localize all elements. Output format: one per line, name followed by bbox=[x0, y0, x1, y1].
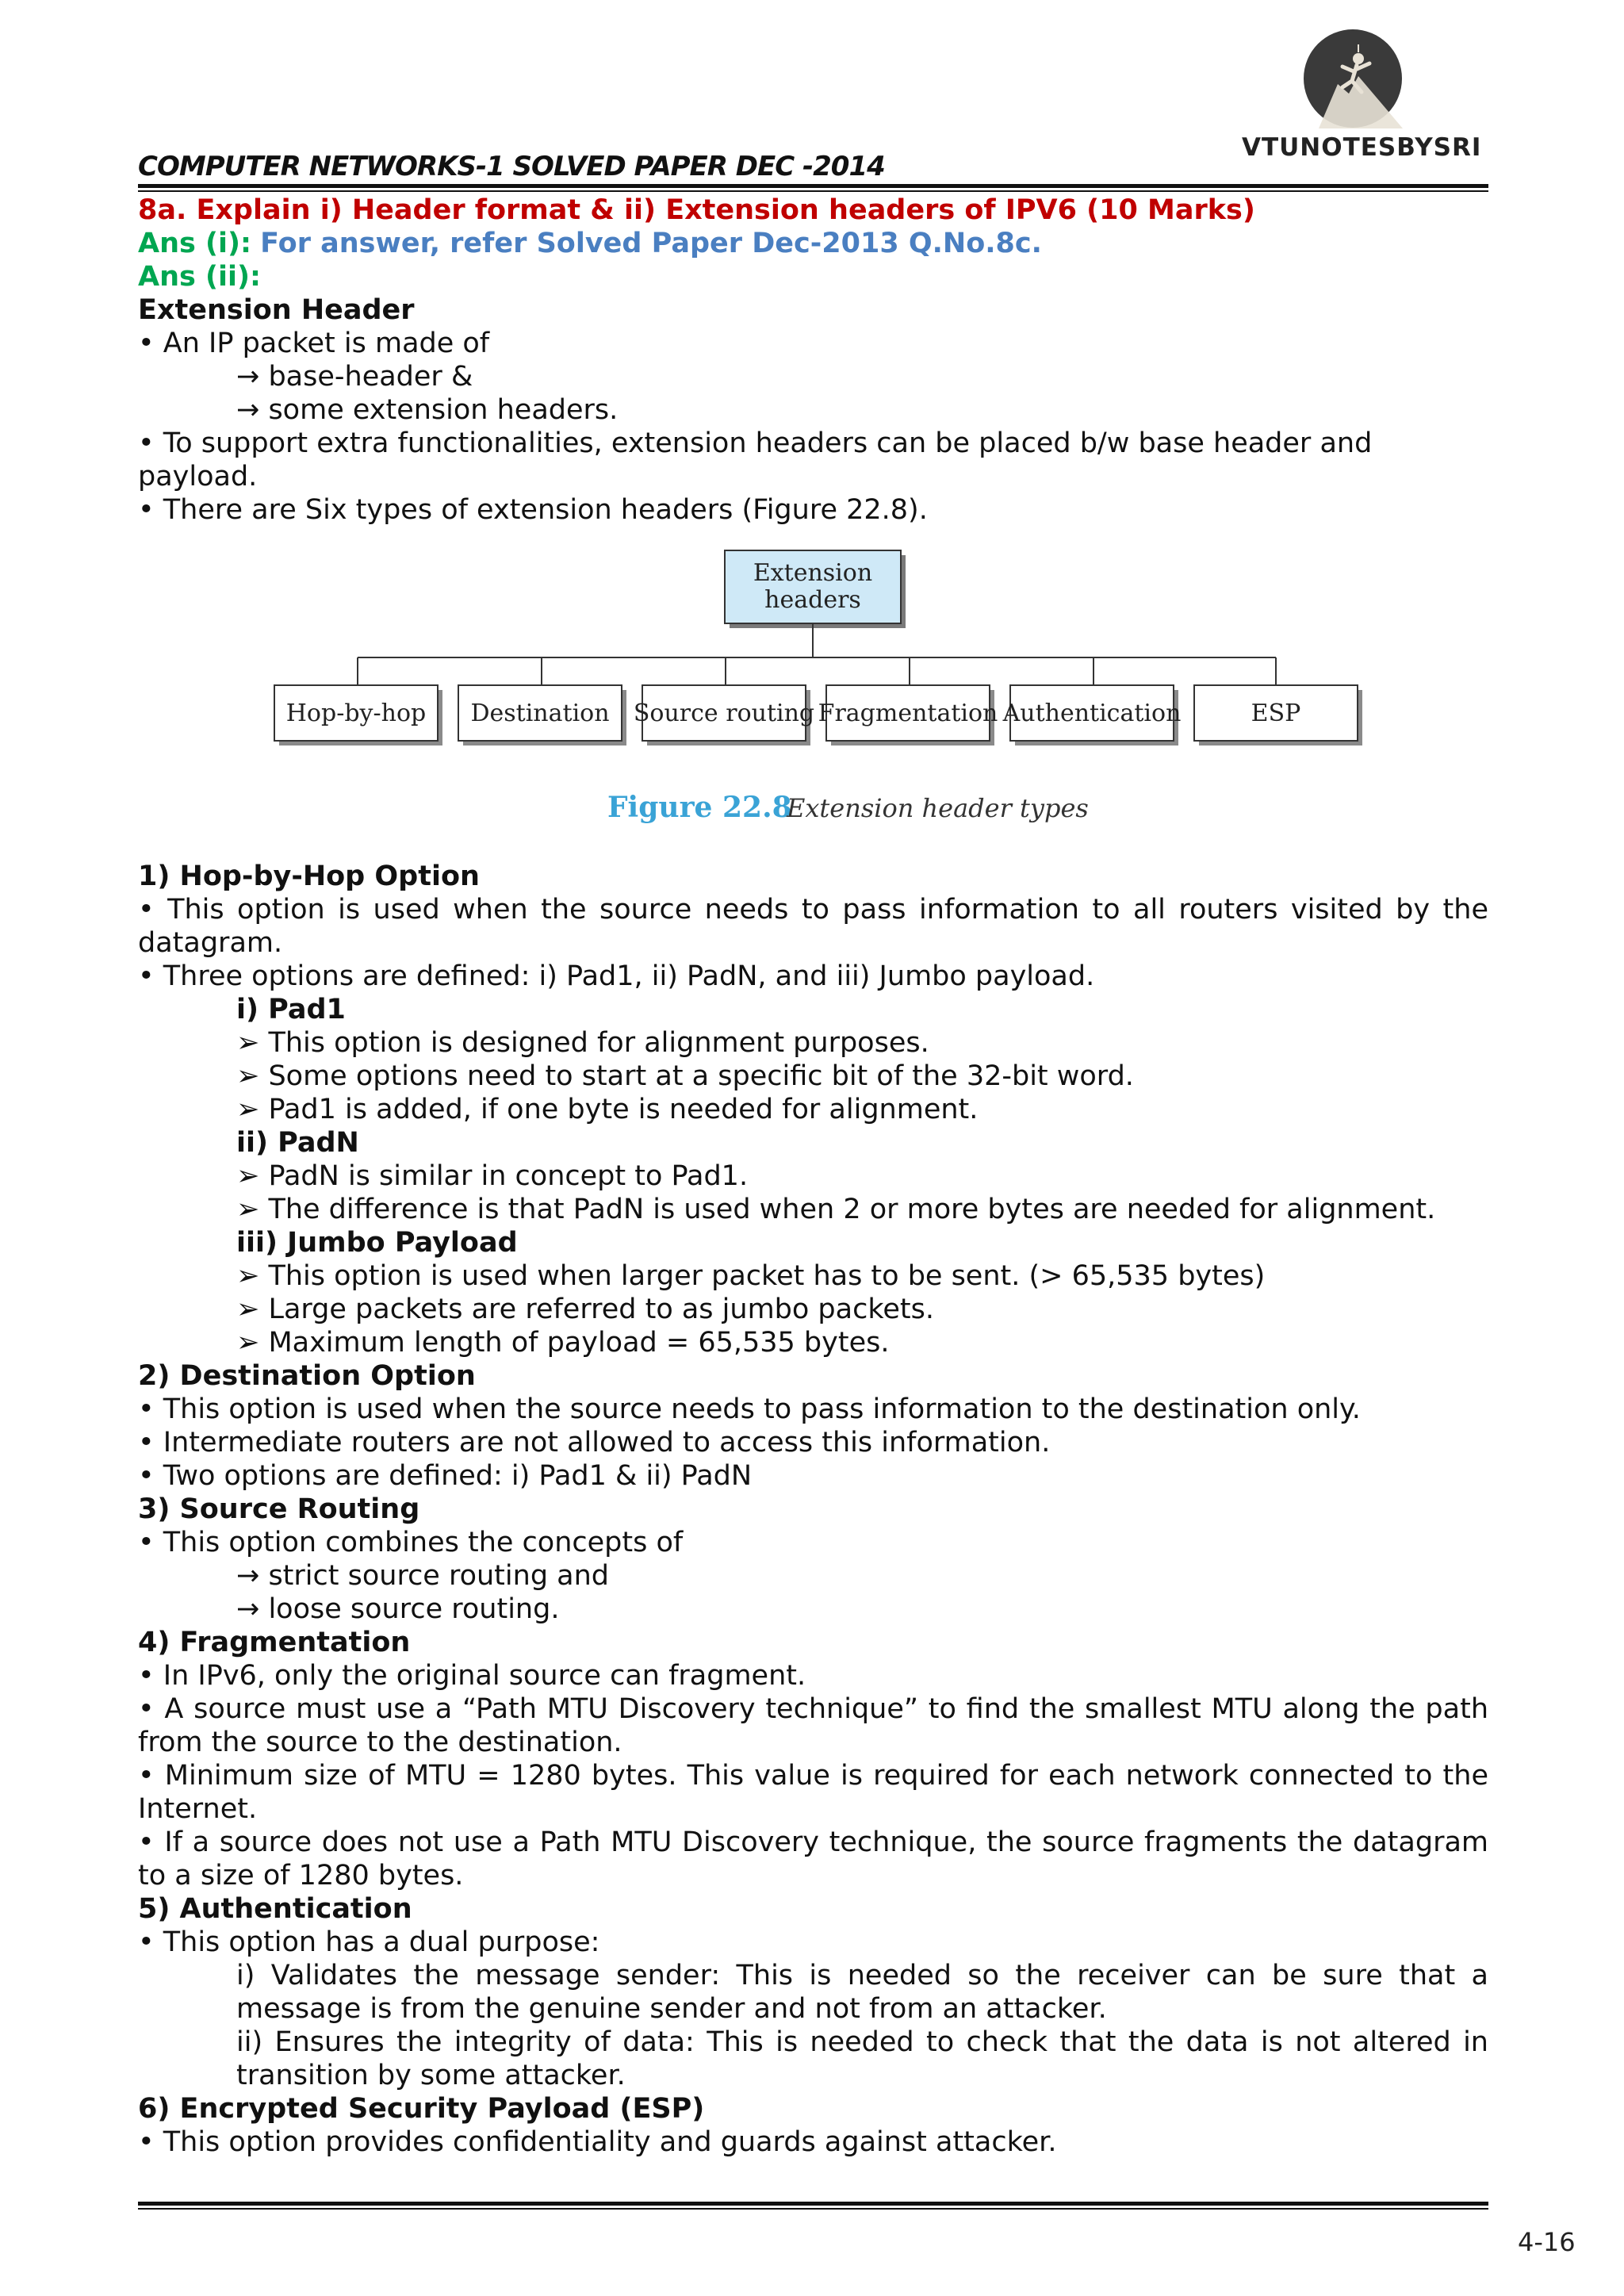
answer-i bbox=[138, 227, 1488, 260]
answer-ii-label: Ans (ii): bbox=[138, 261, 262, 293]
hop-by-hop-label: Hop-by-hop bbox=[285, 700, 427, 727]
footer-rule-thin bbox=[138, 2208, 1488, 2210]
section-item: • Two options are defined: i) Pad1 & ii) PadN bbox=[138, 1460, 753, 1492]
subsection-item: ➢ The difference is that PadN is used when 2 or more bytes are needed for alignment. bbox=[236, 1194, 1436, 1225]
section-subitem: ii) Ensures the integrity of data: This is needed to check that the data is not altered in transition by some attacker. bbox=[236, 2026, 1488, 2091]
footer-rule bbox=[138, 2202, 1488, 2206]
section-item: • Three options are defined: i) Pad1, ii) PadN, and iii) Jumbo payload. bbox=[138, 960, 1095, 992]
section-item: • If a source does not use a Path MTU Discovery technique, the source fragments the datagram to a size of 1280 bytes. bbox=[138, 1826, 1488, 1892]
subsection-item: ➢ Large packets are referred to as jumbo packets. bbox=[236, 1294, 934, 1325]
header-rule-thin bbox=[138, 190, 1488, 192]
subsection-item: ➢ This option is used when larger packet has to be sent. (> 65,535 bytes) bbox=[236, 1260, 1266, 1292]
section-item: • This option has a dual purpose: bbox=[138, 1926, 600, 1958]
intro-subitem: → some extension headers. bbox=[236, 394, 619, 426]
subsection-heading: iii) Jumbo Payload bbox=[236, 1227, 518, 1259]
root-label-line1: Extension bbox=[753, 559, 873, 587]
section-heading: 1) Hop-by-Hop Option bbox=[138, 861, 480, 892]
section-subitem: → loose source routing. bbox=[236, 1593, 560, 1625]
section-heading: 2) Destination Option bbox=[138, 1360, 476, 1392]
intro-item: • An IP packet is made of bbox=[138, 328, 490, 359]
subsection-item: ➢ Pad1 is added, if one byte is needed for alignment. bbox=[236, 1094, 979, 1125]
section-subitem: → strict source routing and bbox=[236, 1560, 610, 1592]
brand-name: VTUNOTESBYSRI bbox=[1242, 133, 1482, 162]
source-routing-label: Source routing bbox=[633, 700, 815, 727]
document-title: COMPUTER NETWORKS-1 SOLVED PAPER DEC -2014 bbox=[138, 151, 885, 182]
section-heading: 5) Authentication bbox=[138, 1893, 412, 1925]
fragmentation-label: Fragmentation bbox=[818, 700, 998, 727]
section-heading: 4) Fragmentation bbox=[138, 1627, 411, 1658]
page-number: 4-16 bbox=[1518, 2227, 1576, 2257]
header-rule bbox=[138, 184, 1488, 188]
section-item: • This option provides confidentiality and guards against attacker. bbox=[138, 2126, 1057, 2158]
content-body bbox=[138, 194, 1488, 2159]
section-item: • A source must use a “Path MTU Discovery technique” to find the smallest MTU along the path from the source to the destination. bbox=[138, 1693, 1488, 1758]
subsection-heading: ii) PadN bbox=[236, 1127, 359, 1159]
root-label-line2: headers bbox=[764, 586, 861, 614]
extension-header-figure bbox=[138, 527, 1488, 860]
intro-subitem: → base-header & bbox=[236, 361, 473, 393]
authentication-label: Authentication bbox=[1002, 700, 1182, 727]
esp-label: ESP bbox=[1251, 700, 1301, 727]
climber-logo-icon bbox=[1303, 29, 1403, 128]
section-item: • Minimum size of MTU = 1280 bytes. This value is required for each network connected to the Internet. bbox=[138, 1760, 1488, 1825]
figure-caption-text: Extension header types bbox=[787, 793, 1089, 823]
intro-item: • There are Six types of extension headers (Figure 22.8). bbox=[138, 494, 928, 526]
intro-item: • To support extra functionalities, extension headers can be placed b/w base header and payload. bbox=[138, 427, 1373, 493]
extension-header-heading: Extension Header bbox=[138, 294, 415, 326]
subsection-item: ➢ This option is designed for alignment purposes. bbox=[236, 1027, 929, 1059]
subsection-heading: i) Pad1 bbox=[236, 994, 346, 1025]
section-item: • This option combines the concepts of bbox=[138, 1527, 684, 1558]
section-heading: 6) Encrypted Security Payload (ESP) bbox=[138, 2093, 705, 2125]
section-item: • This option is used when the source needs to pass information to all routers visited by the datagram. bbox=[138, 894, 1488, 959]
section-item: • Intermediate routers are not allowed to access this information. bbox=[138, 1427, 1051, 1458]
destination-label: Destination bbox=[470, 700, 610, 727]
question-heading: 8a. Explain i) Header format & ii) Extension headers of IPV6 (10 Marks) bbox=[138, 194, 1255, 226]
section-item: • This option is used when the source needs to pass information to the destination only. bbox=[138, 1393, 1361, 1425]
subsection-item: ➢ Some options need to start at a specific bit of the 32-bit word. bbox=[236, 1060, 1134, 1092]
section-item: • In IPv6, only the original source can fragment. bbox=[138, 1660, 806, 1692]
section-heading: 3) Source Routing bbox=[138, 1493, 420, 1525]
subsection-item: ➢ PadN is similar in concept to Pad1. bbox=[236, 1160, 749, 1192]
figure-caption-number: Figure 22.8 bbox=[607, 791, 792, 824]
subsection-item: ➢ Maximum length of payload = 65,535 bytes. bbox=[236, 1327, 890, 1359]
section-subitem: i) Validates the message sender: This is needed so the receiver can be sure that a message is from the genuine sender and not from an attacker. bbox=[236, 1960, 1488, 2025]
answer-i-reference: For answer, refer Solved Paper Dec-2013 Q.No.8c. bbox=[260, 228, 1042, 259]
answer-i-label: Ans (i): bbox=[138, 228, 252, 259]
